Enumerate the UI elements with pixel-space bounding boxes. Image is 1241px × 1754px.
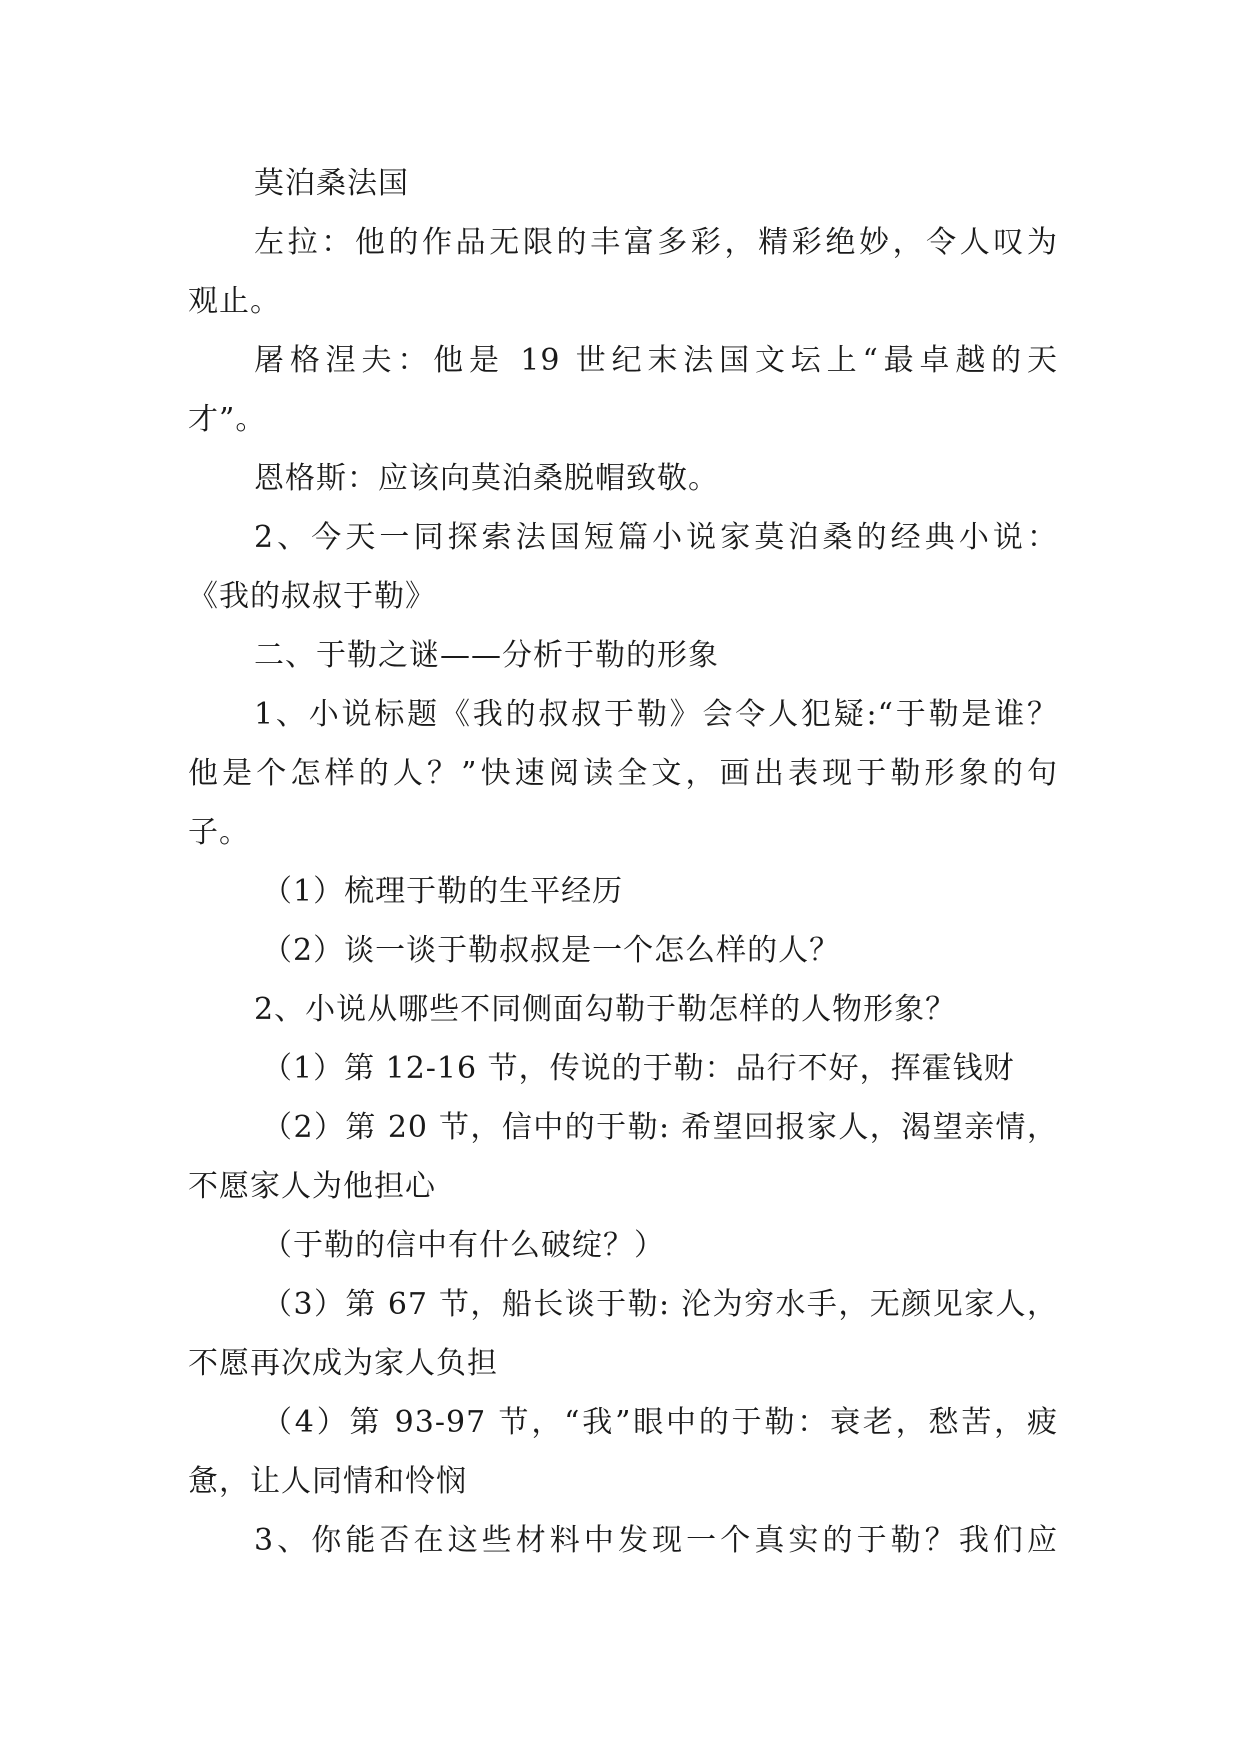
text-line-2: 左拉：他的作品无限的丰富多彩，精彩绝妙，令人叹为	[254, 225, 1058, 260]
text-line-18: 不愿家人为他担心	[188, 1169, 436, 1204]
text-line-8: 《我的叔叔于勒》	[188, 579, 436, 614]
text-line-12: 子。	[188, 815, 250, 850]
text-line-15: 2、小说从哪些不同侧面勾勒于勒怎样的人物形象？	[254, 992, 957, 1027]
text-line-22: （4）第 93-97 节，“我”眼中的于勒：衰老，愁苦，疲	[262, 1405, 1058, 1440]
text-line-6: 恩格斯：应该向莫泊桑脱帽致敬。	[254, 461, 719, 496]
text-line-4: 屠格涅夫：他是 19 世纪末法国文坛上“最卓越的天	[254, 343, 1058, 378]
text-line-23: 惫，让人同情和怜悯	[188, 1464, 467, 1499]
text-line-21: 不愿再次成为家人负担	[188, 1346, 498, 1381]
text-line-20: （3）第 67 节，船长谈于勒: 沦为穷水手，无颜见家人，	[262, 1287, 1058, 1322]
text-line-16: （1）第 12-16 节，传说的于勒：品行不好，挥霍钱财	[262, 1051, 1015, 1086]
text-line-5: 才”。	[188, 402, 267, 437]
text-line-13: （1）梳理于勒的生平经历	[262, 874, 624, 909]
text-line-10: 1、小说标题《我的叔叔于勒》会令人犯疑:“于勒是谁？	[254, 697, 1058, 732]
text-line-3: 观止。	[188, 284, 281, 319]
text-line-9: 二、于勒之谜——分析于勒的形象	[254, 638, 719, 673]
text-line-11: 他是个怎样的人？”快速阅读全文，画出表现于勒形象的句	[188, 756, 1058, 791]
text-line-7: 2、今天一同探索法国短篇小说家莫泊桑的经典小说：	[254, 520, 1058, 555]
text-line-24: 3、你能否在这些材料中发现一个真实的于勒？我们应	[254, 1523, 1058, 1558]
text-line-19: （于勒的信中有什么破绽？）	[262, 1228, 665, 1263]
text-line-1: 莫泊桑法国	[254, 166, 409, 201]
text-line-14: （2）谈一谈于勒叔叔是一个怎么样的人？	[262, 933, 841, 968]
text-line-17: （2）第 20 节，信中的于勒: 希望回报家人，渴望亲情，	[262, 1110, 1058, 1145]
